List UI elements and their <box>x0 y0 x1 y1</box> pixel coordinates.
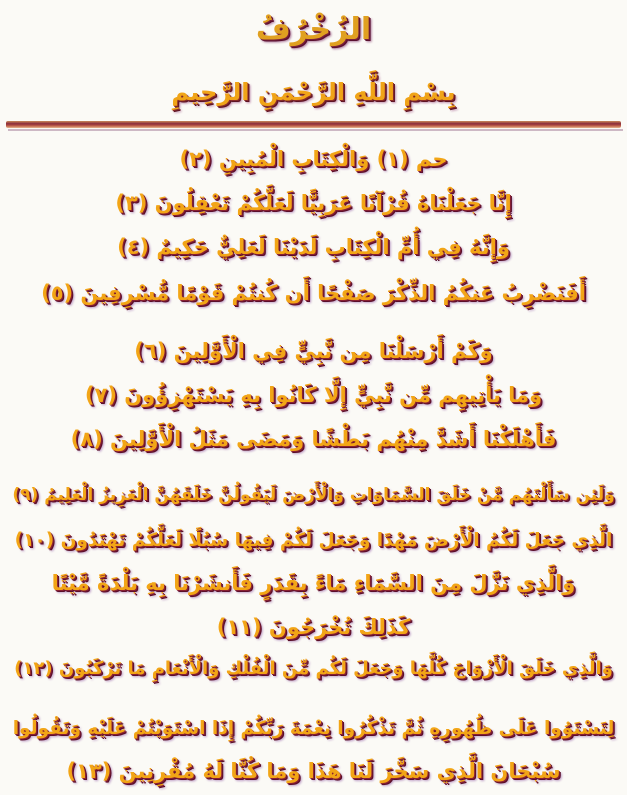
verse-line: لِتَسْتَوُوا عَلَى ظُهُورِهِ ثُمَّ تَذْكُرُوا نِعْمَةَ رَبِّكُمْ إِذَا اسْتَوَيْتُمْ عَلَيْهِ وَتَقُولُوا <box>12 718 615 739</box>
verse-line: وَالَّذِي خَلَقَ الْأَزْوَاجَ كُلَّهَا وَجَعَلَ لَكُم مِّنَ الْفُلْكِ وَالْأَنْعَامِ مَا تَرْكَبُونَ (١٢) <box>14 658 613 679</box>
verse-line: الَّذِي جَعَلَ لَكُمُ الْأَرْضَ مَهْدًا وَجَعَلَ لَكُمْ فِيهَا سُبُلًا لَعَلَّكُمْ تَهْتَدُونَ (١٠) <box>14 530 613 551</box>
verse-line: حم (١) وَالْكِتَابِ الْمُبِينِ (٢) <box>179 147 448 171</box>
verse-line: وَكَمْ أَرْسَلْنَا مِن نَّبِيٍّ فِي الْأَوَّلِينَ (٦) <box>134 339 493 363</box>
divider-shadow <box>8 129 623 131</box>
verse-line: أَفَنَضْرِبُ عَنكُمُ الذِّكْرَ صَفْحًا أَن كُنتُمْ قَوْمًا مُّسْرِفِينَ (٥) <box>41 281 586 305</box>
verse-line: وَلَئِن سَأَلْتَهُم مَّنْ خَلَقَ السَّمَاوَاتِ وَالْأَرْضَ لَيَقُولُنَّ خَلَقَهُنَّ الْعَزِيزُ الْعَلِيمُ (٩) <box>12 485 615 505</box>
verse-line: سُبْحَانَ الَّذِي سَخَّرَ لَنَا هَذَا وَمَا كُنَّا لَهُ مُقْرِنِينَ (١٣) <box>66 759 561 783</box>
verse-line: كَذَلِكَ تُخْرَجُونَ (١١) <box>216 615 411 639</box>
basmala: بِسْمِ اللَّهِ الرَّحْمَنِ الرَّحِيمِ <box>171 78 456 106</box>
verse-line: فَأَهْلَكْنَا أَشَدَّ مِنْهُم بَطْشًا وَمَضَى مَثَلُ الْأَوَّلِينَ (٨) <box>70 427 557 451</box>
verse-line: وَالَّذِي نَزَّلَ مِنَ السَّمَاءِ مَاءً بِقَدَرٍ فَأَنشَرْنَا بِهِ بَلْدَةً مَّيْتًا <box>51 571 576 595</box>
surah-title: الزُخْرُفُ <box>255 12 372 47</box>
verse-line: إِنَّا جَعَلْنَاهُ قُرْآنًا عَرَبِيًّا لَعَلَّكُمْ تَعْقِلُونَ (٣) <box>115 191 512 215</box>
divider <box>6 121 621 128</box>
verse-line: وَمَا يَأْتِيهِم مِّن نَّبِيٍّ إِلَّا كَانُوا بِهِ يَسْتَهْزِؤُونَ (٧) <box>84 383 543 407</box>
verse-line: وَإِنَّهُ فِي أُمِّ الْكِتَابِ لَدَيْنَا لَعَلِيٌّ حَكِيمٌ (٤) <box>117 235 510 259</box>
